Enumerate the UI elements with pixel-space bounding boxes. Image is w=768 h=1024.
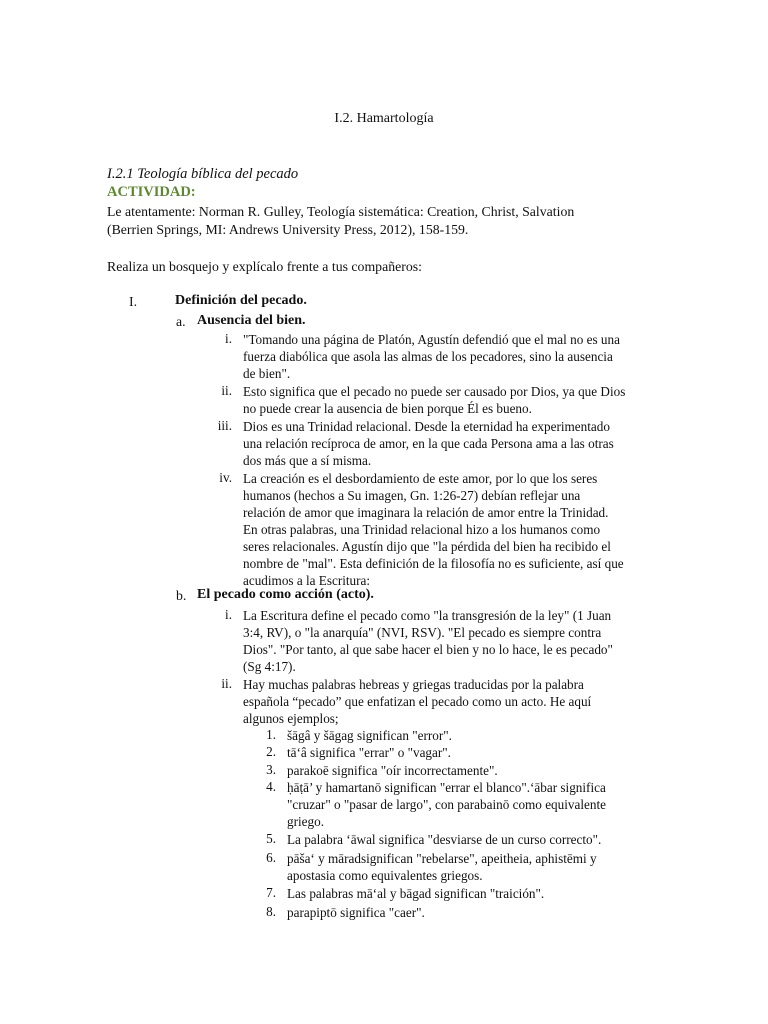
list-item: La creación es el desbordamiento de este amor, por lo que los seres humanos (hechos a Su imagen, Gn. 1:26-27) debían reflejar una relación de amor que imaginara la relación de amor entre la Trinidad. En otras palabras, una Trinidad relacional hizo a los humanos como seres relacionales. Agustín dijo que "la pérdida del bien ha recibido el nombre de "mal". Esta definición de la filosofía no es suficiente, así que acudimos a la Escritura: (243, 471, 624, 588)
example-number: 6. (266, 850, 276, 865)
roman-number: ii. (221, 383, 232, 398)
list-item: Dios es una Trinidad relacional. Desde la eternidad ha experimentado una relación recíproca de amor, en la que cada Persona ama a las otras dos más que a sí misma. (243, 419, 614, 468)
outline-letter-b: b. (176, 588, 187, 603)
list-item: šāgâ y šāgag significan "error". (287, 728, 452, 743)
roman-number: i. (225, 331, 232, 346)
example-number: 8. (266, 904, 276, 919)
list-item: La Escritura define el pecado como "la transgresión de la ley" (1 Juan 3:4, RV), o "la anarquía" (NVI, RSV). "El pecado es siempre contra Dios". "Por tanto, al que sabe hacer el bien y no lo hace, le es pecado" (Sg 4:17). (243, 608, 613, 674)
instruction-text: Realiza un bosquejo y explícalo frente a tus compañeros: (107, 259, 422, 274)
example-number: 2. (266, 744, 276, 759)
roman-number: iii. (217, 418, 232, 433)
outline-letter-a: a. (176, 314, 186, 329)
list-item: parapiptō significa "caer". (287, 905, 425, 920)
list-item: Esto significa que el pecado no puede ser causado por Dios, ya que Dios no puede crear la ausencia de bien porque Él es bueno. (243, 384, 626, 416)
list-item: pāša‘ y māradsignifican "rebelarse", apeitheia, aphistēmi y apostasia como equivalentes griegos. (287, 851, 597, 883)
outline-heading-act: El pecado como acción (acto). (197, 587, 374, 602)
example-number: 1. (266, 727, 276, 742)
outline-heading-absence: Ausencia del bien. (197, 313, 306, 328)
example-number: 3. (266, 762, 276, 777)
reading-line-2: (Berrien Springs, MI: Andrews University Press, 2012), 158-159. (107, 222, 469, 237)
section-title: I.2.1 Teología bíblica del pecado (107, 166, 299, 182)
roman-number: i. (225, 607, 232, 622)
list-item: Las palabras mā‘al y bāgad significan "traición". (287, 886, 545, 901)
outline-numeral-i: I. (129, 294, 138, 309)
page-title: I.2. Hamartología (334, 111, 434, 126)
reading-line-1: Le atentamente: Norman R. Gulley, Teología sistemática: Creation, Christ, Salvation (107, 204, 575, 219)
list-item: parakoē significa "oír incorrectamente". (287, 763, 498, 778)
example-number: 5. (266, 831, 276, 846)
roman-number: iv. (219, 470, 232, 485)
outline-heading-definition: Definición del pecado. (175, 293, 307, 308)
list-item: tā‘â significa "errar" o "vagar". (287, 745, 451, 760)
list-item: "Tomando una página de Platón, Agustín defendió que el mal no es una fuerza diabólica que asola las almas de los pecadores, sino la ausencia de bien". (243, 332, 620, 381)
list-item: La palabra ‘āwal significa "desviarse de un curso correcto". (287, 832, 602, 847)
roman-number: ii. (221, 676, 232, 691)
activity-label: ACTIVIDAD: (107, 184, 196, 200)
list-item: ḥāṭā’ y hamartanō significan "errar el blanco".‘ābar significa "cruzar" o "pasar de largo", con parabainō como equivalente griego. (287, 780, 606, 829)
list-item: Hay muchas palabras hebreas y griegas traducidas por la palabra española “pecado” que enfatizan el pecado como un acto. He aquí algunos ejemplos; (243, 677, 592, 726)
example-number: 4. (266, 779, 276, 794)
example-number: 7. (266, 885, 276, 900)
